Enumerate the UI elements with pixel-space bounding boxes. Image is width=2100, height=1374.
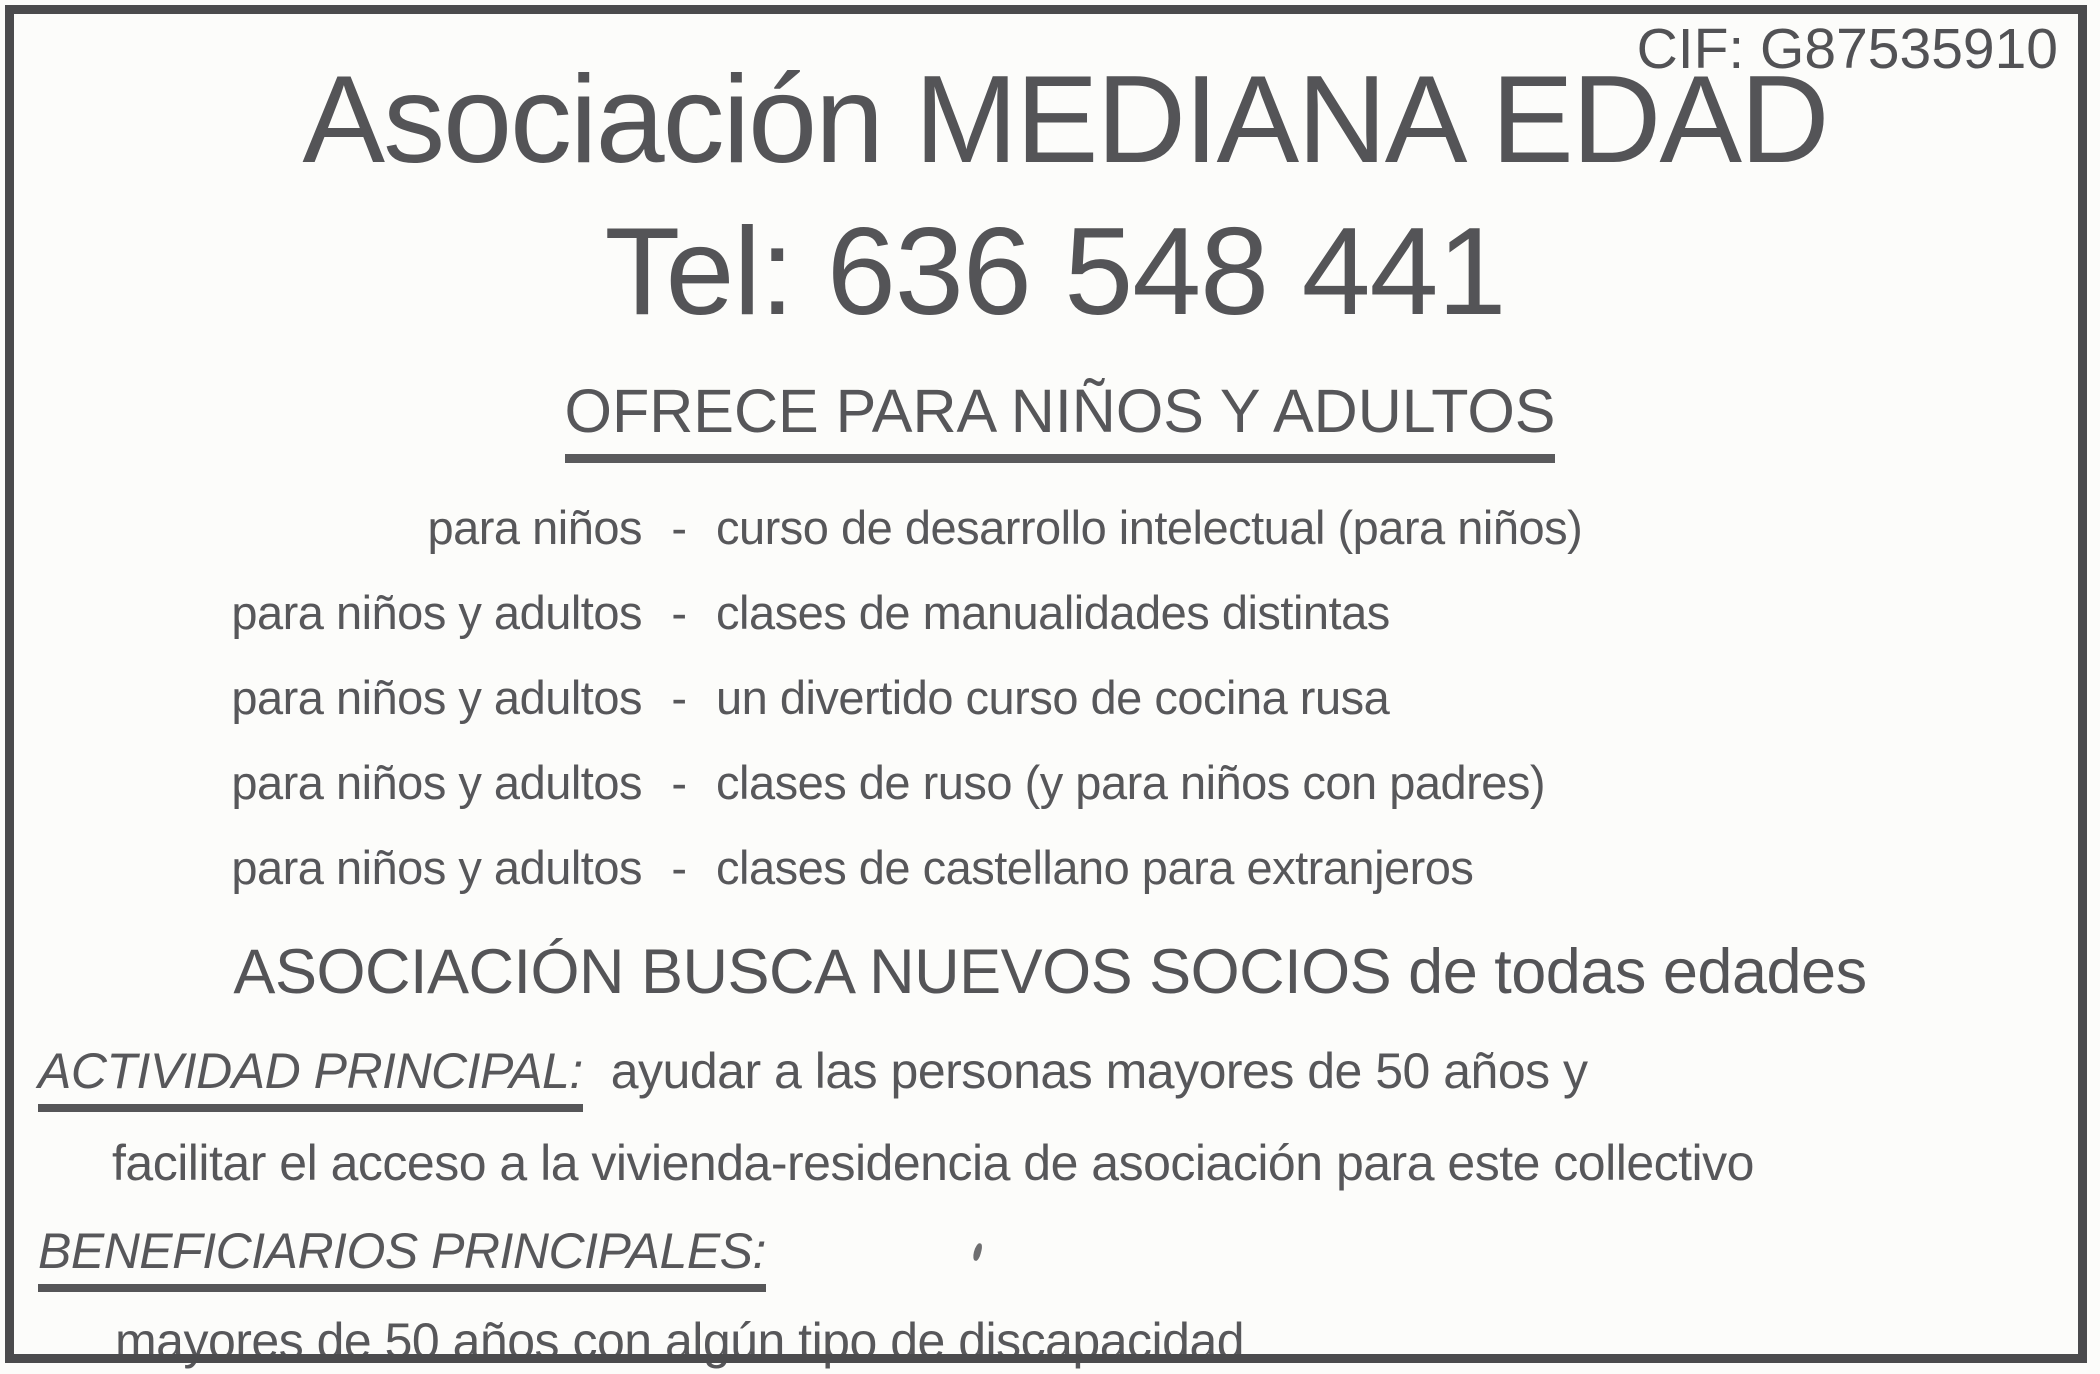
association-title: Asociación MEDIANA EDAD	[302, 51, 1828, 189]
main-activity-paragraph	[0, 1042, 2100, 1112]
offer-audience: para niños y adultos	[231, 671, 642, 724]
recruiting-line: ASOCIACIÓN BUSCA NUEVOS SOCIOS de todas edades	[233, 937, 1867, 1007]
offer-activity: un divertido curso de cocina rusa	[716, 671, 1390, 724]
offer-activity: clases de castellano para extranjeros	[716, 841, 1474, 894]
offers-list	[0, 485, 2100, 910]
offer-audience: para niños	[427, 501, 642, 554]
offer-audience: para niños y adultos	[231, 586, 642, 639]
offer-activity: clases de ruso (y para niños con padres)	[716, 756, 1546, 809]
phone-number: Tel: 636 548 441	[604, 203, 1506, 341]
beneficiaries-text: mayores de 50 años con algún tipo de discapacidad	[115, 1313, 1245, 1369]
offer-activity: curso de desarrollo intelectual (para niños)	[716, 501, 1583, 554]
offer-separator: -	[671, 501, 687, 554]
offer-row	[80, 825, 2100, 910]
offer-separator: -	[671, 841, 687, 894]
cif-number: CIF: G87535910	[1636, 17, 2058, 81]
offer-row	[80, 655, 2100, 740]
offer-separator: -	[671, 756, 687, 809]
offer-activity: clases de manualidades distintas	[716, 586, 1390, 639]
main-activity-text-continued: facilitar el acceso a la vivienda-residencia de asociación para este collectivo	[112, 1135, 1754, 1191]
main-activity-label: ACTIVIDAD PRINCIPAL:	[38, 1042, 583, 1112]
offer-separator: -	[671, 586, 687, 639]
offer-audience: para niños y adultos	[231, 756, 642, 809]
main-activity-text: ayudar a las personas mayores de 50 años y	[610, 1043, 1588, 1099]
offer-row	[80, 485, 2100, 570]
offers-heading: OFRECE PARA NIÑOS Y ADULTOS	[565, 376, 1556, 463]
offer-separator: -	[671, 671, 687, 724]
offer-row	[80, 570, 2100, 655]
offer-audience: para niños y adultos	[231, 841, 642, 894]
beneficiaries-paragraph	[0, 1222, 2100, 1292]
beneficiaries-label: BENEFICIARIOS PRINCIPALES:	[38, 1222, 766, 1292]
offers-heading-wrap	[0, 376, 2100, 463]
offer-row	[80, 740, 2100, 825]
